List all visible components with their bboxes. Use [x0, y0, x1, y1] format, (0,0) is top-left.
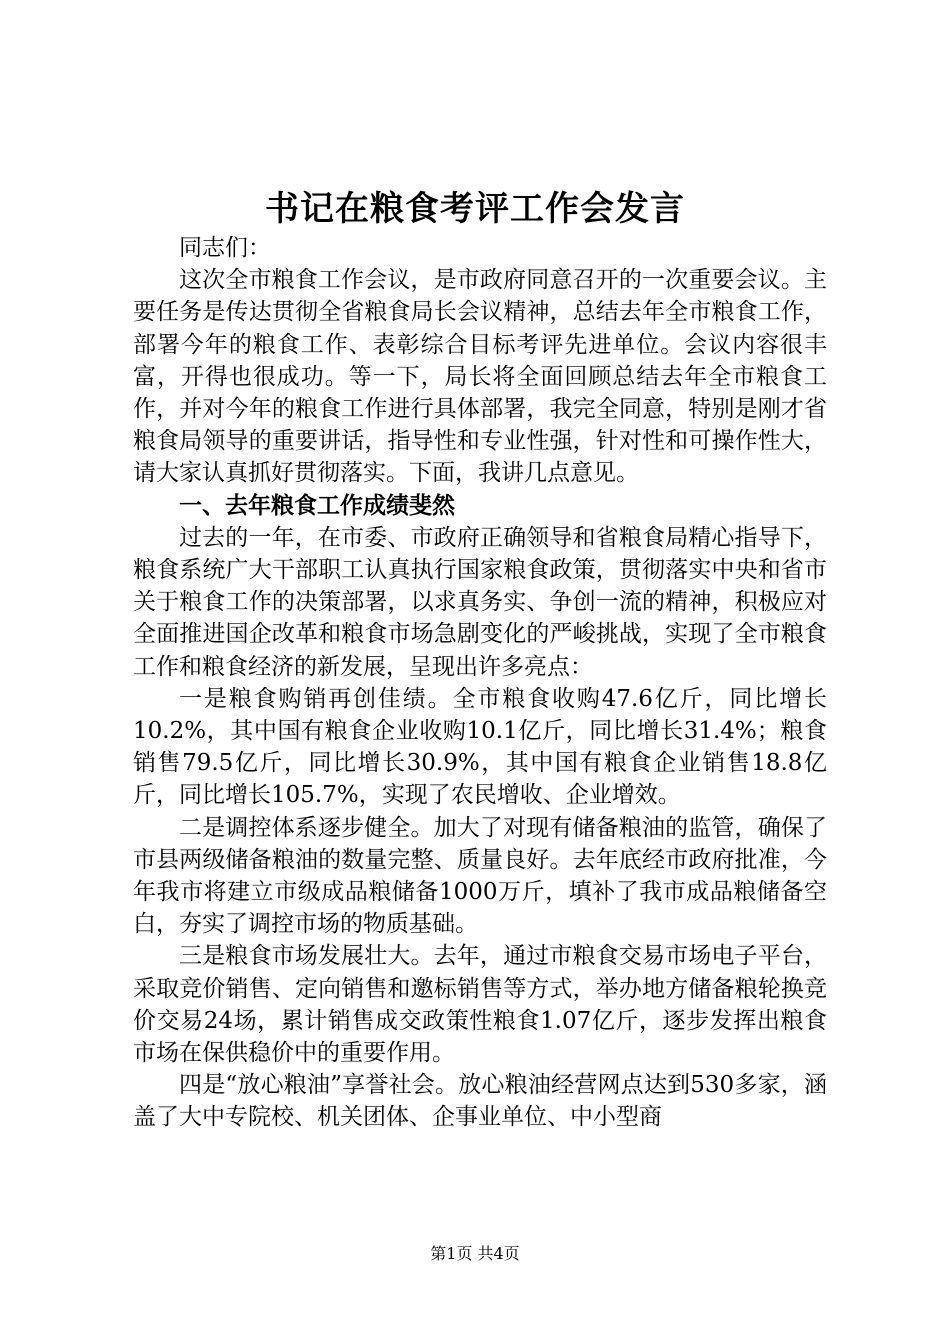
document-body: [133, 232, 827, 1134]
body-paragraph: 四是“放心粮油”享誉社会。放心粮油经营网点达到530多家，涵盖了大中专院校、机关团体、企事业单位、中小型商: [133, 1072, 827, 1131]
body-paragraph: 三是粮食市场发展壮大。去年，通过市粮食交易市场电子平台，采取竞价销售、定向销售和邀标销售等方式，举办地方储备粮轮换竞价交易24场，累计销售成交政策性粮食1.07亿斤，逐步发挥出粮食市场在保供稳价中的重要作用。: [133, 943, 827, 1067]
page-footer: 第1页 共4页: [430, 1244, 520, 1263]
body-paragraph: 二是调控体系逐步健全。加大了对现有储备粮油的监管，确保了市县两级储备粮油的数量完整、质量良好。去年底经市政府批准，今年我市将建立市级成品粮储备1000万斤，填补了我市成品粮储备空白，夯实了调控市场的物质基础。: [133, 814, 827, 938]
document-title: 书记在粮食考评工作会发言: [265, 189, 685, 229]
section-heading: 一、去年粮食工作成绩斐然: [179, 491, 455, 519]
body-paragraph: 过去的一年，在市委、市政府正确领导和省粮食局精心指导下，粮食系统广大干部职工认真执行国家粮食政策，贯彻落实中央和省市关于粮食工作的决策部署，以求真务实、争创一流的精神，积极应对全面推进国企改革和粮食市场急剧变化的严峻挑战，实现了全市粮食工作和粮食经济的新发展，呈现出许多亮点：: [133, 524, 827, 680]
salutation: 同志们：: [179, 235, 271, 261]
body-paragraph: 一是粮食购销再创佳绩。全市粮食收购47.6亿斤，同比增长10.2%，其中国有粮食企业收购10.1亿斤，同比增长31.4%；粮食销售79.5亿斤，同比增长30.9%，其中国有粮食企业销售18.8亿斤，同比增长105.7%，实现了农民增收、企业增效。: [133, 685, 827, 809]
body-paragraph: 这次全市粮食工作会议，是市政府同意召开的一次重要会议。主要任务是传达贯彻全省粮食局长会议精神，总结去年全市粮食工作，部署今年的粮食工作、表彰综合目标考评先进单位。会议内容很丰富，开得也很成功。等一下，局长将全面回顾总结去年全市粮食工作，并对今年的粮食工作进行具体部署，我完全同意，特别是刚才省粮食局领导的重要讲话，指导性和专业性强，针对性和可操作性大，请大家认真抓好贯彻落实。下面，我讲几点意见。: [133, 267, 827, 487]
